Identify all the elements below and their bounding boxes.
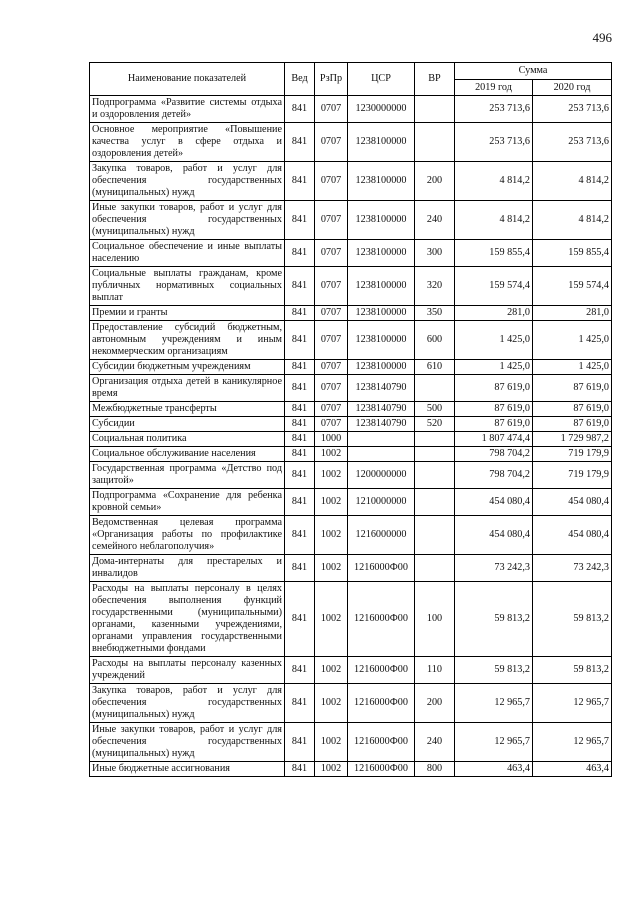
cell-rzpr: 0707 <box>315 306 348 321</box>
cell-amount-2019: 463,4 <box>455 762 533 777</box>
table-row <box>90 402 612 417</box>
cell-ved: 841 <box>285 360 315 375</box>
cell-name: Социальные выплаты гражданам, кроме публичных нормативных социальных выплат <box>90 267 285 306</box>
cell-rzpr: 1002 <box>315 723 348 762</box>
cell-name: Премии и гранты <box>90 306 285 321</box>
table-row <box>90 162 612 201</box>
cell-csr: 1238100000 <box>348 240 415 267</box>
cell-ved: 841 <box>285 684 315 723</box>
cell-amount-2019: 798 704,2 <box>455 447 533 462</box>
cell-rzpr: 0707 <box>315 96 348 123</box>
cell-rzpr: 1002 <box>315 684 348 723</box>
cell-name: Социальная политика <box>90 432 285 447</box>
cell-amount-2020: 463,4 <box>533 762 612 777</box>
cell-csr: 1216000000 <box>348 516 415 555</box>
cell-ved: 841 <box>285 402 315 417</box>
cell-name: Расходы на выплаты персоналу в целях обеспечения выполнения функций государственными (муниципальными) органами, казенными учреждениями, органами управления государственными внебюджетными фондами <box>90 582 285 657</box>
cell-name: Иные закупки товаров, работ и услуг для обеспечения государственных (муниципальных) нужд <box>90 201 285 240</box>
cell-name: Иные бюджетные ассигнования <box>90 762 285 777</box>
cell-vr <box>415 432 455 447</box>
header-year-2020: 2020 год <box>533 80 612 96</box>
cell-amount-2019: 4 814,2 <box>455 162 533 201</box>
cell-ved: 841 <box>285 462 315 489</box>
cell-amount-2019: 12 965,7 <box>455 723 533 762</box>
cell-name: Межбюджетные трансферты <box>90 402 285 417</box>
cell-ved: 841 <box>285 417 315 432</box>
cell-ved: 841 <box>285 96 315 123</box>
cell-ved: 841 <box>285 162 315 201</box>
cell-vr: 600 <box>415 321 455 360</box>
cell-rzpr: 1002 <box>315 762 348 777</box>
cell-amount-2020: 281,0 <box>533 306 612 321</box>
header-name: Наименование показателей <box>90 63 285 96</box>
cell-amount-2019: 87 619,0 <box>455 417 533 432</box>
cell-amount-2020: 454 080,4 <box>533 489 612 516</box>
cell-vr: 200 <box>415 684 455 723</box>
cell-vr: 240 <box>415 201 455 240</box>
cell-vr: 240 <box>415 723 455 762</box>
cell-name: Социальное обеспечение и иные выплаты населению <box>90 240 285 267</box>
cell-amount-2019: 159 574,4 <box>455 267 533 306</box>
cell-amount-2019: 159 855,4 <box>455 240 533 267</box>
cell-rzpr: 0707 <box>315 123 348 162</box>
cell-csr: 1200000000 <box>348 462 415 489</box>
cell-amount-2020: 87 619,0 <box>533 375 612 402</box>
header-ved: Вед <box>285 63 315 96</box>
header-vr: ВР <box>415 63 455 96</box>
header-sum: Сумма <box>455 63 612 80</box>
cell-ved: 841 <box>285 306 315 321</box>
cell-amount-2020: 73 242,3 <box>533 555 612 582</box>
cell-name: Основное мероприятие «Повышение качества услуг в сфере отдыха и оздоровления детей» <box>90 123 285 162</box>
cell-rzpr: 0707 <box>315 267 348 306</box>
cell-csr: 1238100000 <box>348 123 415 162</box>
cell-amount-2019: 798 704,2 <box>455 462 533 489</box>
cell-amount-2020: 1 729 987,2 <box>533 432 612 447</box>
cell-amount-2020: 159 855,4 <box>533 240 612 267</box>
table-row <box>90 267 612 306</box>
cell-amount-2020: 719 179,9 <box>533 462 612 489</box>
cell-csr: 1230000000 <box>348 96 415 123</box>
cell-amount-2020: 59 813,2 <box>533 657 612 684</box>
cell-vr <box>415 462 455 489</box>
cell-name: Закупка товаров, работ и услуг для обеспечения государственных (муниципальных) нужд <box>90 162 285 201</box>
cell-csr: 1238100000 <box>348 201 415 240</box>
cell-name: Иные закупки товаров, работ и услуг для обеспечения государственных (муниципальных) нужд <box>90 723 285 762</box>
table-row <box>90 417 612 432</box>
table-body <box>90 96 612 777</box>
table-row <box>90 321 612 360</box>
cell-name: Государственная программа «Детство под защитой» <box>90 462 285 489</box>
cell-ved: 841 <box>285 123 315 162</box>
cell-rzpr: 1002 <box>315 447 348 462</box>
cell-amount-2019: 253 713,6 <box>455 96 533 123</box>
cell-name: Предоставление субсидий бюджетным, автономным учреждениям и иным некоммерческим организациям <box>90 321 285 360</box>
cell-vr: 100 <box>415 582 455 657</box>
cell-csr: 1238100000 <box>348 360 415 375</box>
cell-ved: 841 <box>285 201 315 240</box>
cell-ved: 841 <box>285 516 315 555</box>
cell-csr: 1216000Ф00 <box>348 723 415 762</box>
table-row <box>90 657 612 684</box>
cell-vr: 610 <box>415 360 455 375</box>
cell-amount-2019: 59 813,2 <box>455 657 533 684</box>
cell-name: Закупка товаров, работ и услуг для обеспечения государственных (муниципальных) нужд <box>90 684 285 723</box>
cell-vr: 320 <box>415 267 455 306</box>
cell-rzpr: 0707 <box>315 375 348 402</box>
cell-rzpr: 0707 <box>315 162 348 201</box>
cell-csr <box>348 447 415 462</box>
header-rzpr: РзПр <box>315 63 348 96</box>
table-row <box>90 684 612 723</box>
cell-vr: 500 <box>415 402 455 417</box>
cell-csr: 1238100000 <box>348 267 415 306</box>
cell-amount-2020: 454 080,4 <box>533 516 612 555</box>
cell-name: Подпрограмма «Сохранение для ребенка кровной семьи» <box>90 489 285 516</box>
cell-rzpr: 0707 <box>315 360 348 375</box>
table-row <box>90 762 612 777</box>
cell-amount-2019: 59 813,2 <box>455 582 533 657</box>
cell-vr <box>415 447 455 462</box>
cell-amount-2019: 87 619,0 <box>455 375 533 402</box>
cell-amount-2020: 253 713,6 <box>533 123 612 162</box>
cell-csr: 1238140790 <box>348 375 415 402</box>
cell-csr: 1238100000 <box>348 321 415 360</box>
cell-amount-2020: 1 425,0 <box>533 321 612 360</box>
table-row <box>90 306 612 321</box>
cell-amount-2019: 454 080,4 <box>455 489 533 516</box>
table-row <box>90 201 612 240</box>
table-row <box>90 96 612 123</box>
cell-rzpr: 0707 <box>315 240 348 267</box>
cell-amount-2019: 12 965,7 <box>455 684 533 723</box>
cell-amount-2020: 719 179,9 <box>533 447 612 462</box>
cell-vr <box>415 96 455 123</box>
cell-name: Организация отдыха детей в каникулярное время <box>90 375 285 402</box>
table-row <box>90 375 612 402</box>
cell-name: Социальное обслуживание населения <box>90 447 285 462</box>
cell-amount-2019: 1 807 474,4 <box>455 432 533 447</box>
cell-vr: 110 <box>415 657 455 684</box>
cell-vr <box>415 516 455 555</box>
cell-amount-2019: 454 080,4 <box>455 516 533 555</box>
cell-csr: 1238140790 <box>348 402 415 417</box>
cell-ved: 841 <box>285 555 315 582</box>
cell-vr: 520 <box>415 417 455 432</box>
cell-ved: 841 <box>285 723 315 762</box>
cell-ved: 841 <box>285 489 315 516</box>
cell-ved: 841 <box>285 375 315 402</box>
cell-rzpr: 0707 <box>315 417 348 432</box>
cell-rzpr: 1002 <box>315 555 348 582</box>
cell-csr: 1216000Ф00 <box>348 762 415 777</box>
cell-rzpr: 1002 <box>315 582 348 657</box>
cell-amount-2020: 4 814,2 <box>533 201 612 240</box>
header-csr: ЦСР <box>348 63 415 96</box>
cell-csr: 1216000Ф00 <box>348 684 415 723</box>
table-row <box>90 555 612 582</box>
table-row <box>90 240 612 267</box>
cell-rzpr: 0707 <box>315 201 348 240</box>
cell-csr: 1238140790 <box>348 417 415 432</box>
cell-csr <box>348 432 415 447</box>
table-row <box>90 462 612 489</box>
cell-amount-2020: 4 814,2 <box>533 162 612 201</box>
cell-amount-2019: 87 619,0 <box>455 402 533 417</box>
cell-amount-2019: 73 242,3 <box>455 555 533 582</box>
cell-csr: 1216000Ф00 <box>348 582 415 657</box>
table-header-row <box>90 63 612 80</box>
cell-amount-2020: 12 965,7 <box>533 684 612 723</box>
table-row <box>90 123 612 162</box>
table-row <box>90 582 612 657</box>
cell-amount-2020: 253 713,6 <box>533 96 612 123</box>
cell-vr <box>415 123 455 162</box>
cell-rzpr: 0707 <box>315 402 348 417</box>
cell-name: Расходы на выплаты персоналу казенных учреждений <box>90 657 285 684</box>
cell-amount-2020: 59 813,2 <box>533 582 612 657</box>
table-row <box>90 360 612 375</box>
cell-amount-2020: 159 574,4 <box>533 267 612 306</box>
cell-rzpr: 1000 <box>315 432 348 447</box>
cell-amount-2019: 253 713,6 <box>455 123 533 162</box>
table-row <box>90 516 612 555</box>
cell-vr: 800 <box>415 762 455 777</box>
cell-rzpr: 1002 <box>315 657 348 684</box>
cell-name: Субсидии бюджетным учреждениям <box>90 360 285 375</box>
cell-csr: 1216000Ф00 <box>348 555 415 582</box>
cell-rzpr: 1002 <box>315 516 348 555</box>
cell-name: Ведомственная целевая программа «Организация работы по профилактике семейного неблагополучия» <box>90 516 285 555</box>
cell-amount-2019: 1 425,0 <box>455 321 533 360</box>
cell-vr <box>415 489 455 516</box>
cell-amount-2020: 12 965,7 <box>533 723 612 762</box>
cell-csr: 1216000Ф00 <box>348 657 415 684</box>
cell-amount-2019: 1 425,0 <box>455 360 533 375</box>
cell-amount-2020: 87 619,0 <box>533 417 612 432</box>
cell-rzpr: 0707 <box>315 321 348 360</box>
cell-name: Дома-интернаты для престарелых и инвалидов <box>90 555 285 582</box>
cell-amount-2020: 87 619,0 <box>533 402 612 417</box>
table-row <box>90 432 612 447</box>
cell-amount-2020: 1 425,0 <box>533 360 612 375</box>
cell-ved: 841 <box>285 582 315 657</box>
cell-ved: 841 <box>285 267 315 306</box>
cell-vr <box>415 555 455 582</box>
table-row <box>90 723 612 762</box>
cell-vr: 300 <box>415 240 455 267</box>
cell-csr: 1238100000 <box>348 162 415 201</box>
cell-vr: 200 <box>415 162 455 201</box>
cell-vr <box>415 375 455 402</box>
cell-csr: 1238100000 <box>348 306 415 321</box>
cell-ved: 841 <box>285 240 315 267</box>
budget-table <box>89 62 612 777</box>
cell-rzpr: 1002 <box>315 462 348 489</box>
cell-amount-2019: 281,0 <box>455 306 533 321</box>
cell-ved: 841 <box>285 762 315 777</box>
cell-ved: 841 <box>285 321 315 360</box>
cell-ved: 841 <box>285 657 315 684</box>
cell-rzpr: 1002 <box>315 489 348 516</box>
table-row <box>90 447 612 462</box>
cell-name: Подпрограмма «Развитие системы отдыха и оздоровления детей» <box>90 96 285 123</box>
cell-amount-2019: 4 814,2 <box>455 201 533 240</box>
header-year-2019: 2019 год <box>455 80 533 96</box>
cell-name: Субсидии <box>90 417 285 432</box>
cell-vr: 350 <box>415 306 455 321</box>
cell-csr: 1210000000 <box>348 489 415 516</box>
cell-ved: 841 <box>285 447 315 462</box>
cell-ved: 841 <box>285 432 315 447</box>
table-row <box>90 489 612 516</box>
page-number: 496 <box>592 30 612 45</box>
